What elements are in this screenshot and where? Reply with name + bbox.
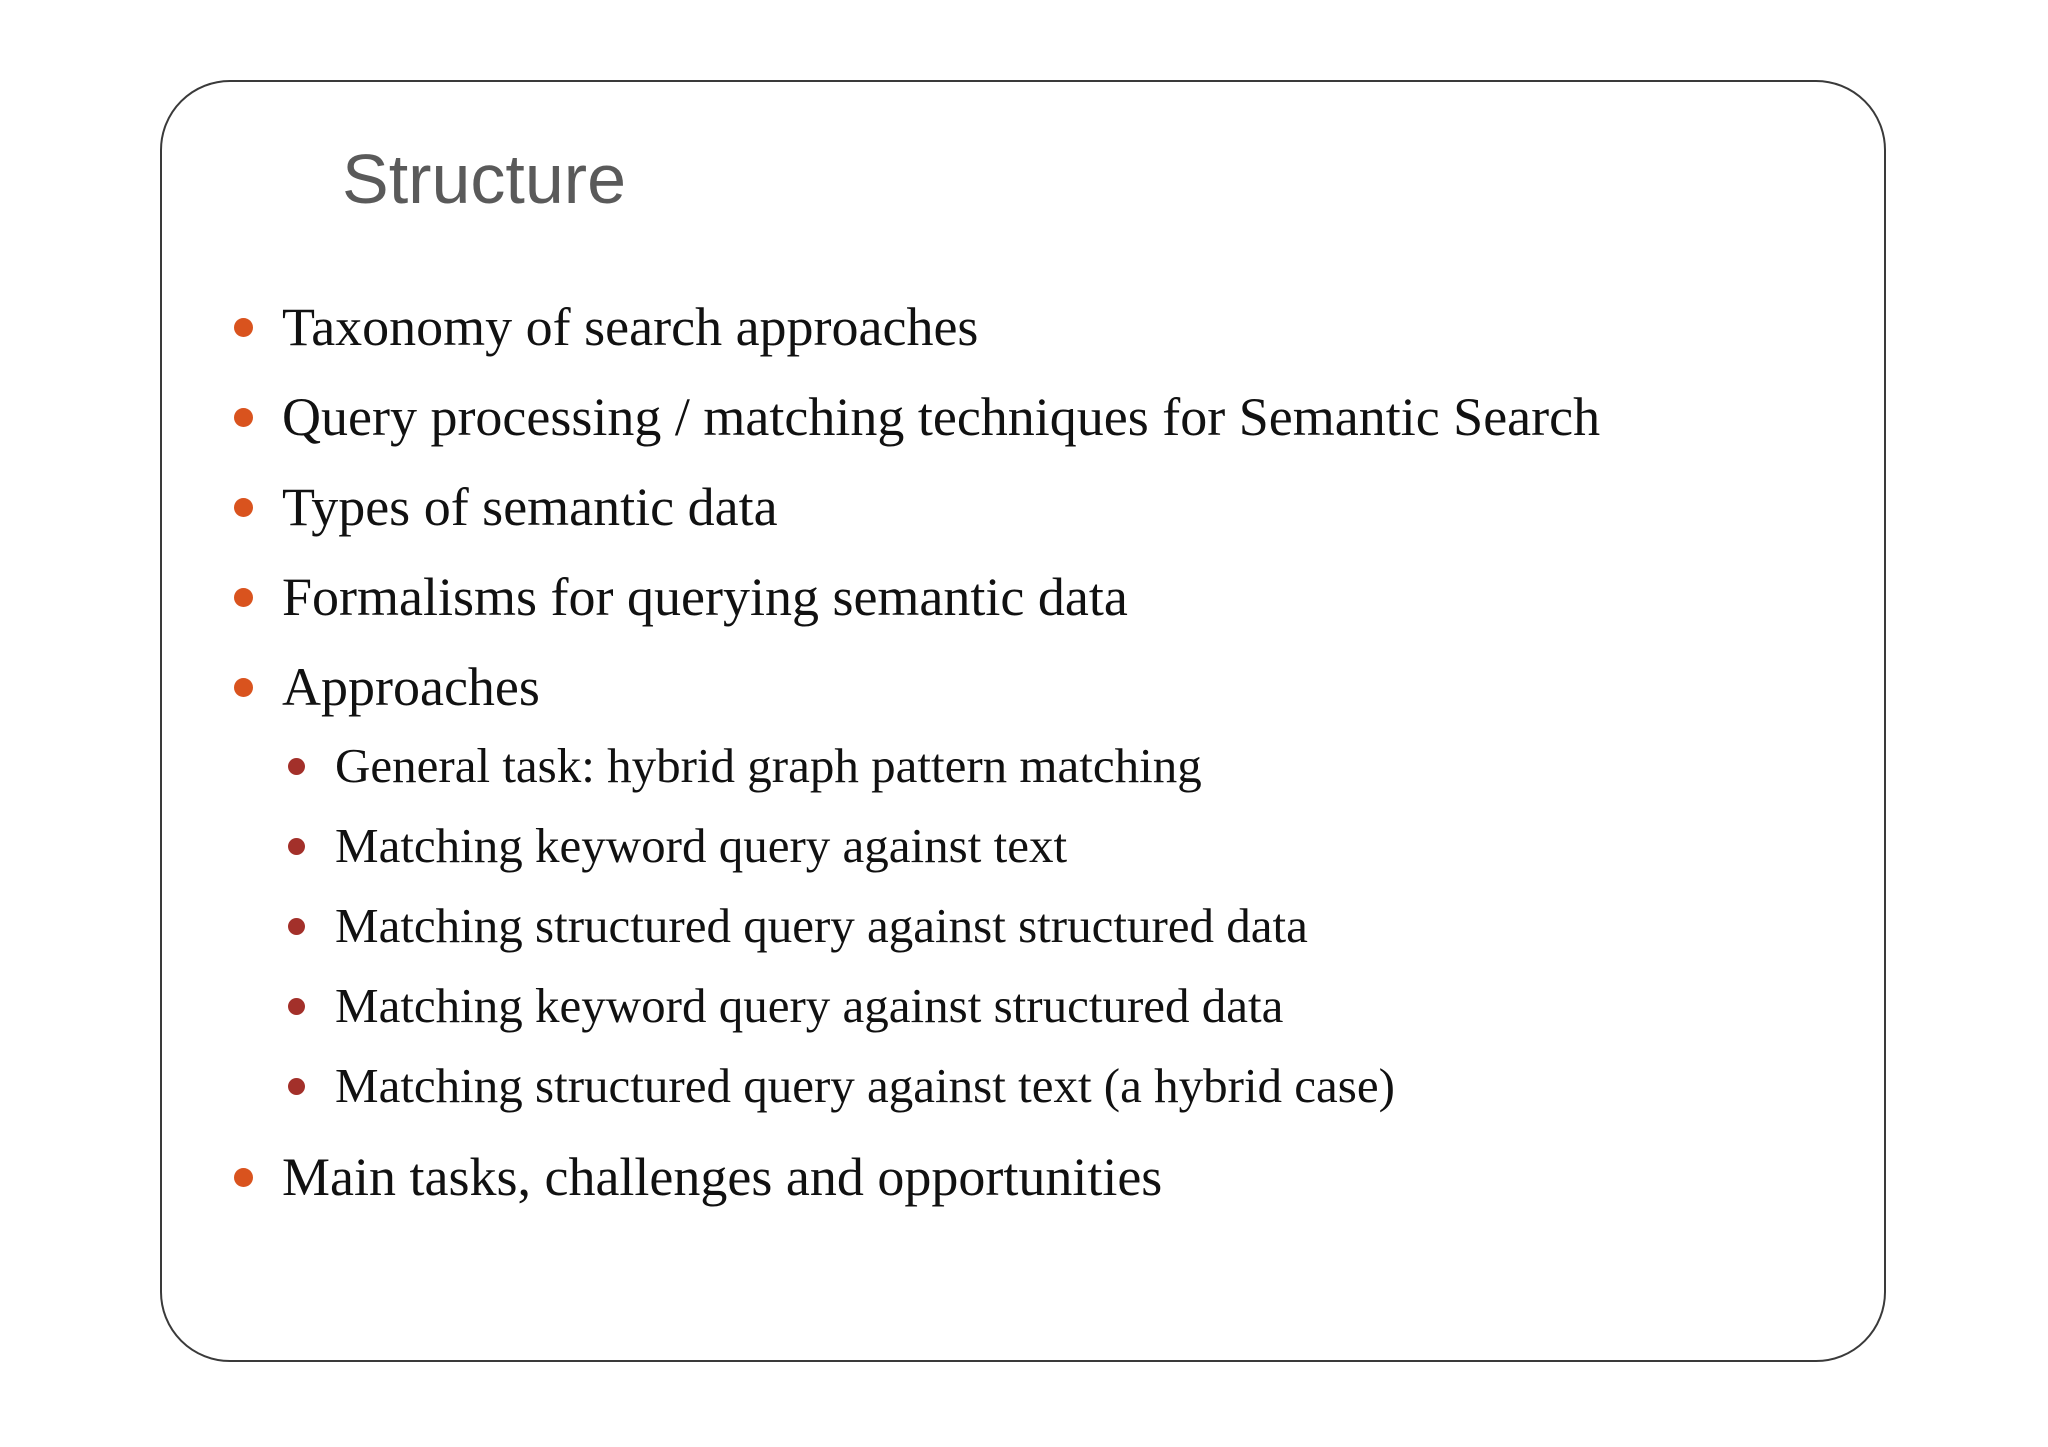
bullet-item	[222, 282, 1844, 372]
sub-bullet-item	[222, 806, 1844, 886]
sub-bullet-item	[222, 886, 1844, 966]
bullet-text: Main tasks, challenges and opportunities	[282, 1147, 1163, 1207]
slide-title: Structure	[342, 140, 626, 218]
bullet-text: Formalisms for querying semantic data	[282, 567, 1128, 627]
sub-bullet-dot-icon	[288, 1078, 305, 1095]
sub-bullet-text: Matching keyword query against structured data	[335, 978, 1284, 1033]
bullet-text: Taxonomy of search approaches	[282, 297, 979, 357]
bullet-item	[222, 462, 1844, 552]
bullet-list	[222, 282, 1844, 1222]
sub-bullet-text: General task: hybrid graph pattern matching	[335, 738, 1202, 793]
bullet-dot-icon	[234, 1168, 253, 1187]
bullet-dot-icon	[234, 408, 253, 427]
bullet-dot-icon	[234, 588, 253, 607]
bullet-text: Approaches	[282, 657, 540, 717]
bullet-item	[222, 372, 1844, 462]
sub-bullet-dot-icon	[288, 838, 305, 855]
bullet-item	[222, 642, 1844, 732]
sub-bullet-item	[222, 966, 1844, 1046]
sub-bullet-dot-icon	[288, 998, 305, 1015]
bullet-dot-icon	[234, 678, 253, 697]
bullet-item	[222, 552, 1844, 642]
sub-bullet-text: Matching structured query against structured data	[335, 898, 1308, 953]
sub-bullet-item	[222, 1046, 1844, 1126]
bullet-item	[222, 1132, 1844, 1222]
sub-bullet-item	[222, 726, 1844, 806]
bullet-dot-icon	[234, 498, 253, 517]
sub-bullet-text: Matching structured query against text (a hybrid case)	[335, 1058, 1395, 1113]
bullet-dot-icon	[234, 318, 253, 337]
bullet-text: Types of semantic data	[282, 477, 778, 537]
bullet-text: Query processing / matching techniques for Semantic Search	[282, 387, 1601, 447]
sub-bullet-dot-icon	[288, 918, 305, 935]
slide-frame	[160, 80, 1886, 1362]
sub-bullet-dot-icon	[288, 758, 305, 775]
sub-bullet-text: Matching keyword query against text	[335, 818, 1068, 873]
